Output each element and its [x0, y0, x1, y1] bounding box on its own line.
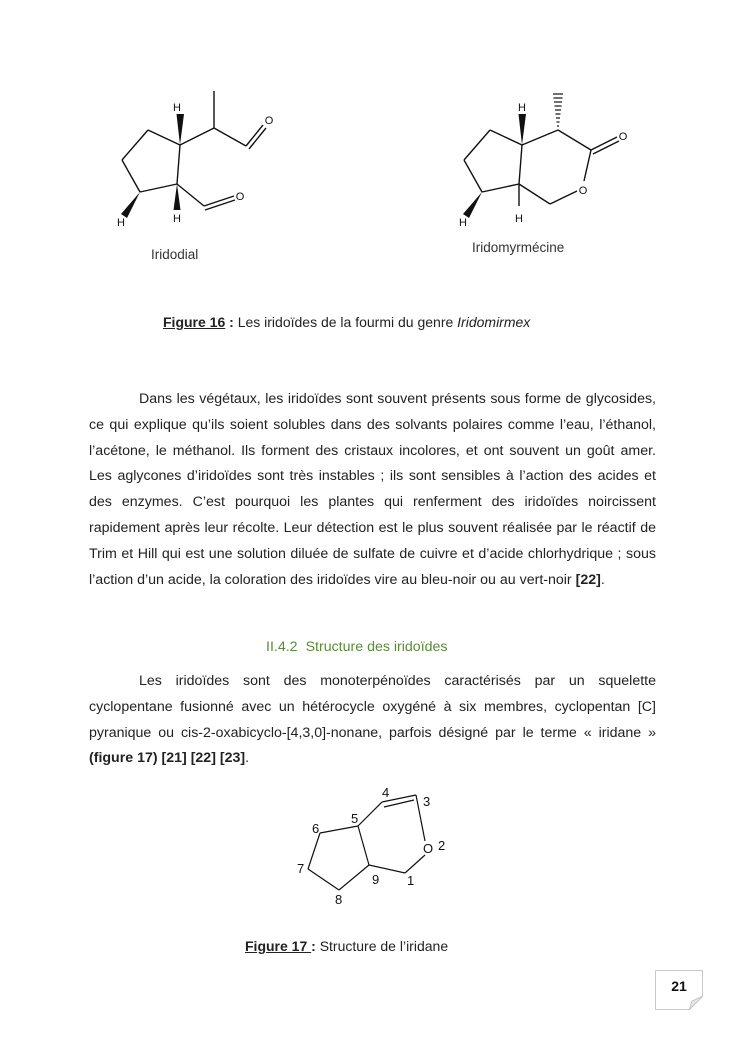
iridomyrmecine-h-left: H	[459, 217, 467, 229]
paragraph-2-refs: (figure 17) [21] [22] [23]	[89, 750, 246, 767]
iridomyrmecine-o-ring: O	[578, 185, 588, 197]
iridane-num-8: 8	[335, 892, 343, 907]
figure-16-caption	[163, 314, 530, 330]
iridodial-label: Iridodial	[151, 247, 199, 262]
iridane-oxygen: O	[423, 841, 434, 856]
iridomyrmecine-label: Iridomyrmécine	[472, 240, 565, 255]
figure-17-text: Structure de l’iridane	[315, 938, 449, 954]
paragraph-1-ref: [22]	[575, 571, 601, 588]
iridane-num-6: 6	[312, 821, 320, 836]
paragraph-2-end: .	[245, 750, 250, 767]
page-curl-icon	[689, 996, 703, 1010]
iridane-num-3: 3	[423, 794, 431, 809]
iridane-num-5: 5	[351, 811, 359, 826]
iridodial-structure	[100, 82, 300, 242]
paragraph-1-text: Dans les végétaux, les iridoïdes sont souvent présents sous forme de glycosides, ce qui explique qu’ils soient solubles dans des solvants polaires comme l’eau, l’éthanol, l’acétone, le méthanol. Ils forment des cristaux incolores, et ont souvent un goût amer. Les aglycones d’iridoïdes sont très instables ; ils sont sensibles à l’action des acides et des enzymes. C’est pourquoi les plantes qui renferment des iridoïdes noircissent rapidement après leur récolte. Leur détection est le plus souvent réalisée par le réactif de Trim et Hill qui est une solution diluée de sulfate de cuivre et d’acide chlorhydrique ; sous l’action d’un acide, la coloration des iridoïdes vire au bleu-noir ou au vert-noir	[89, 391, 656, 588]
iridane-num-4: 4	[382, 785, 390, 800]
iridodial-o-bottom: O	[235, 191, 245, 203]
section-title: Structure des iridoïdes	[305, 639, 448, 655]
iridomyrmecine-h-bottom: H	[515, 213, 523, 225]
figure-16-text: Les iridoïdes de la fourmi du genre	[233, 314, 458, 330]
paragraph-iridane	[89, 669, 656, 772]
paragraph-1-end: .	[600, 571, 605, 588]
iridomyrmecine-o-carbonyl: O	[618, 131, 628, 143]
page-number-box	[655, 970, 703, 1010]
figure-16-genus: Iridomirmex	[457, 314, 531, 330]
iridodial-h-bottom: H	[173, 213, 181, 225]
iridane-structure	[290, 780, 460, 910]
figure-16-colon: :	[225, 314, 234, 330]
paragraph-glycosides	[89, 387, 656, 593]
iridane-num-9: 9	[372, 872, 380, 887]
figure-17-caption	[245, 938, 448, 954]
section-number: II.4.2	[266, 639, 298, 655]
figure-17-colon: :	[311, 938, 316, 954]
paragraph-2-text: Les iridoïdes sont des monoterpénoïdes caractérisés par un squelette cyclopentane fusionné avec un hétérocycle oxygéné à six membres, cyclopentan [C] pyranique ou cis-2-oxabicyclo-[4,3,0]-nonane, parfois désigné par le terme « iridane »	[89, 673, 656, 741]
iridodial-h-left: H	[117, 217, 125, 229]
iridane-num-2: 2	[438, 838, 446, 853]
figure-16-number: Figure 16	[163, 314, 226, 330]
figure-17-number: Figure 17	[245, 938, 312, 954]
iridane-num-7: 7	[297, 861, 305, 876]
iridane-num-1: 1	[407, 873, 415, 888]
iridodial-h-top: H	[173, 102, 181, 114]
page-number: 21	[671, 978, 687, 994]
iridomyrmecine-structure	[455, 82, 655, 242]
iridodial-o-top: O	[264, 115, 274, 127]
iridomyrmecine-h-top: H	[518, 102, 526, 114]
section-heading	[266, 639, 448, 655]
